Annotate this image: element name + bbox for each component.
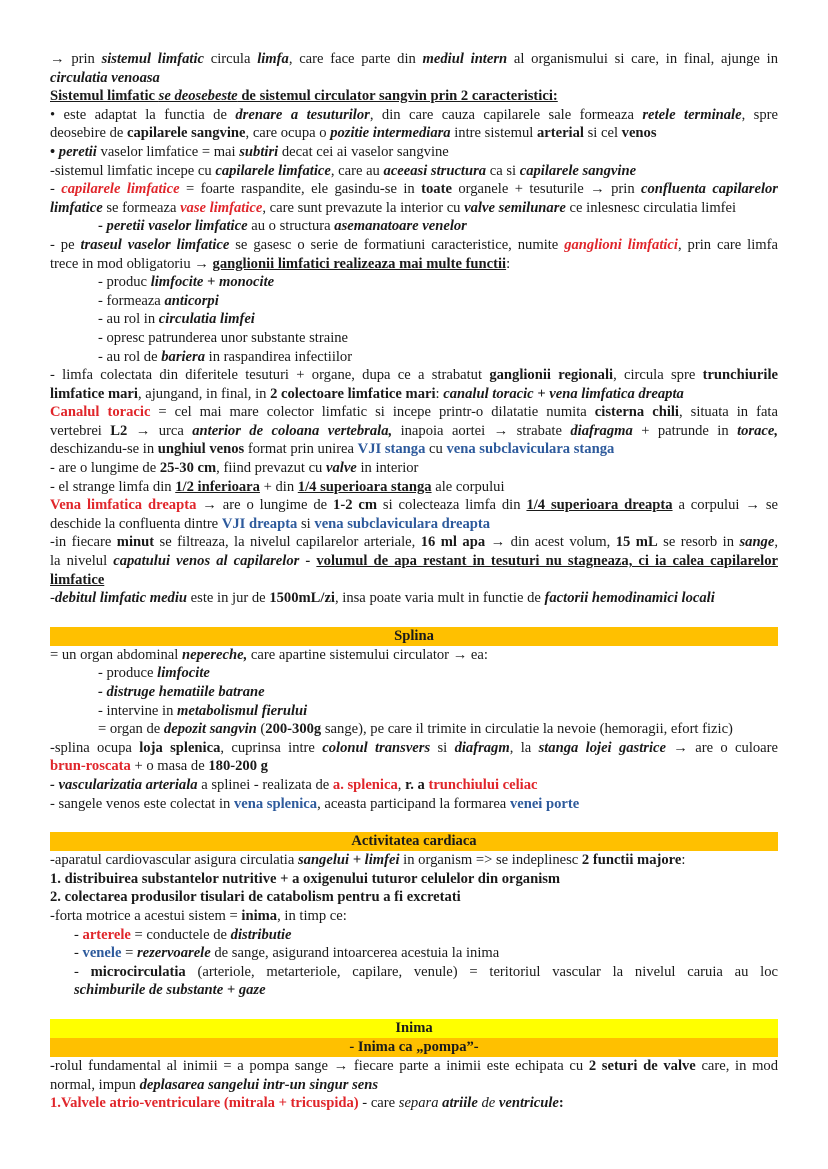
lymph-intro: → prin sistemul limfatic circula limfa, care face parte din mediul intern al organismului si care, in final, ajunge in <box>50 51 778 67</box>
spleen-item: - distruge hematiile batrane <box>98 684 265 700</box>
lymph-p2: • peretii vaselor limfatice = mai subtiri decat cei ai vaselor sangvine <box>50 143 449 160</box>
section-header-cardiac: Activitatea cardiaca <box>50 832 778 851</box>
lymph-p4: - capilarele limfatice = foarte raspandite, ele gasindu-se in toate organele + tesuturile → prin confluenta capilarelor <box>50 181 778 198</box>
lymph-p1-cont: deosebire de capilarele sangvine, care ocupa o pozitie intermediara intre sistemul arterial si cel venos <box>50 125 657 142</box>
subsection-header-pump: - Inima ca „pompa”- <box>50 1038 778 1057</box>
lymph-p6: - limfa colectata din diferitele tesuturi + organe, dupa ce a strabatut ganglionii regionali, circula spre trunchiurile <box>50 367 778 384</box>
cardiac-intro: -aparatul cardiovascular asigura circulatia sangelui + limfei in organism => se indeplinesc 2 functii majore: <box>50 852 686 869</box>
section-header-heart: Inima <box>50 1019 778 1038</box>
node-function-item: - au rol in circulatia limfei <box>98 311 255 328</box>
cardiac-driving-force: -forta motrice a acestui sistem = inima, in timp ce: <box>50 907 347 924</box>
cardiac-microcirculation-cont: schimburile de substante + gaze <box>74 982 266 999</box>
node-function-item: - au rol de bariera in raspandirea infectiilor <box>98 348 353 365</box>
cardiac-microcirculation: - microcirculatia (arteriole, metarteriole, capilare, venule) = teritoriul vascular la nivelul caruia au loc <box>74 963 778 980</box>
spleen-arterial: - vascularizatia arteriala a splinei - realizata de a. splenica, r. a trunchiului celiac <box>50 776 538 793</box>
spleen-color-mass: brun-roscata + o masa de 180-200 g <box>50 758 268 775</box>
thoracic-duct-length: - are o lungime de 25-30 cm, fiind prevazut cu valve in interior <box>50 460 419 477</box>
filtration-cont: la nivelul capatului venos al capilarelor - volumul de apa restant in tesuturi nu stagneaza, ci ia calea capilarelor <box>50 553 778 570</box>
lymph-p5-cont: trece in mod obligatoriu → ganglionii limfatici realizeaza mai multe functii: <box>50 255 511 272</box>
spleen-item: - intervine in metabolismul fierului <box>98 702 308 719</box>
thoracic-duct-cont: vertebrei L2 → urca anterior de coloana vertebrala, inapoia aortei → strabate diafragma + patrunde in torace, <box>50 422 779 439</box>
node-function-item: - opresc patrunderea unor substante straine <box>98 329 349 346</box>
lymph-p6-cont: limfatice mari, ajungand, in final, in 2 colectoare limfatice mari: canalul toracic + vena limfatica dreapta <box>50 385 684 402</box>
cardiac-function-1: 1. distribuirea substantelor nutritive + a oxigenului tuturor celulelor din organism <box>50 870 561 887</box>
spleen-location: -splina ocupa loja splenica, cuprinsa intre colonul transvers si diafragm, la stanga lojei gastrice → are o culoare <box>50 739 778 756</box>
lymph-heading: Sistemul limfatic se deosebeste de sistemul circulator sangvin prin 2 caracteristici: <box>50 88 558 105</box>
node-function-item: - produc limfocite + monocite <box>98 274 275 291</box>
lymph-p3: -sistemul limfatic incepe cu capilarele limfatice, care au aceeasi structura ca si capilarele sangvine <box>50 162 637 179</box>
filtration-cont2: limfatice <box>50 571 105 588</box>
spleen-deposit: = organ de depozit sangvin (200-300g sange), pe care il trimite in circulatie la nevoie (hemoragii, efort fizic) <box>98 721 733 738</box>
thoracic-duct-drainage: - el strange limfa din 1/2 inferioara + din 1/4 superioara stanga ale corpului <box>50 478 505 495</box>
thoracic-duct-cont2: deschizandu-se in unghiul venos format prin unirea VJI stanga cu vena subclaviculara stanga <box>50 441 615 458</box>
lymph-p1: • este adaptat la functia de drenare a tesuturilor, din care cauza capilarele sale formeaza retele terminale, spre <box>50 106 778 123</box>
lymph-p4-walls: - peretii vaselor limfatice au o structura asemanatoare venelor <box>98 218 467 235</box>
heart-av-valves: 1.Valvele atrio-ventriculare (mitrala + tricuspida) - care separa atriile de ventricule: <box>50 1095 564 1112</box>
heart-role-cont: normal, impun deplasarea sangelui intr-un singur sens <box>50 1076 379 1093</box>
lymph-intro-cont: circulatia venoasa <box>50 69 160 86</box>
lymph-p5: - pe traseul vaselor limfatice se gasesc o serie de formatiuni caracteristice, numite ganglioni limfatici, prin care limfa <box>50 236 778 253</box>
right-lymph-vein: Vena limfatica dreapta → are o lungime de 1-2 cm si colecteaza limfa din 1/4 superioara dreapta a corpului → se <box>50 497 778 514</box>
node-function-item: - formeaza anticorpi <box>98 292 219 309</box>
spleen-intro: = un organ abdominal nepereche, care apartine sistemului circulator → ea: <box>50 646 488 663</box>
cardiac-function-2: 2. colectarea produsilor tisulari de catabolism pentru a fi excretati <box>50 889 461 906</box>
spleen-venous: - sangele venos este colectat in vena splenica, aceasta participand la formarea venei porte <box>50 795 580 812</box>
heart-role: -rolul fundamental al inimii = a pompa sange → fiecare parte a inimii este echipata cu 2 seturi de valve care, in mod <box>50 1057 779 1074</box>
cardiac-arteries: - arterele = conductele de distributie <box>74 926 292 943</box>
document-page <box>50 50 778 1113</box>
lymph-p4-cont: limfatice se formeaza vase limfatice, care sunt prevazute la interior cu valve semilunare ce inlesnesc circulatia limfei <box>50 199 737 216</box>
spleen-item: - produce limfocite <box>98 665 210 682</box>
cardiac-veins: - venele = rezervoarele de sange, asigurand intoarcerea acestuia la inima <box>74 945 500 962</box>
lymph-flow: -debitul limfatic mediu este in jur de 1500mL/zi, insa poate varia mult in functie de factorii hemodinamici locali <box>50 590 715 607</box>
filtration: -in fiecare minut se filtreaza, la nivelul capilarelor arteriale, 16 ml apa → din acest volum, 15 mL se resorb in sange, <box>50 534 778 551</box>
thoracic-duct: Canalul toracic = cel mai mare colector limfatic si incepe printr-o dilatatie numita cisterna chili, situata in fata <box>50 404 778 421</box>
section-header-spleen: Splina <box>50 627 778 646</box>
right-lymph-vein-cont: deschide la confluenta dintre VJI dreapta si vena subclaviculara dreapta <box>50 515 491 532</box>
